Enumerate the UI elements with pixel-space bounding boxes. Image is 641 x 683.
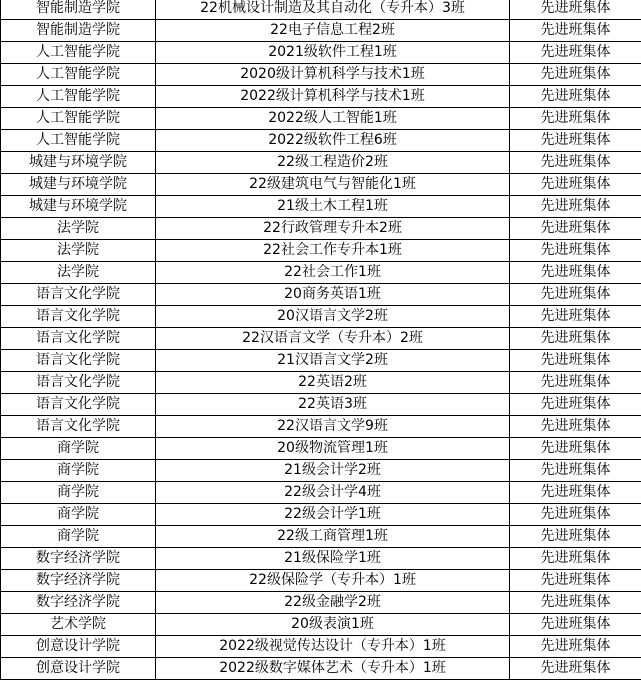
table-row xyxy=(1,262,641,284)
college-cell: 城建与环境学院 xyxy=(1,196,156,218)
table-row xyxy=(1,218,641,240)
class-name-cell: 22级会计学4班 xyxy=(156,482,510,504)
class-name-cell: 22行政管理专升本2班 xyxy=(156,218,510,240)
table-row xyxy=(1,482,641,504)
table-row xyxy=(1,350,641,372)
college-cell: 艺术学院 xyxy=(1,614,156,636)
award-cell: 先进班集体 xyxy=(510,218,641,240)
college-cell: 语言文化学院 xyxy=(1,372,156,394)
college-cell: 智能制造学院 xyxy=(1,20,156,42)
table-row xyxy=(1,438,641,460)
award-cell: 先进班集体 xyxy=(510,130,641,152)
award-cell: 先进班集体 xyxy=(510,416,641,438)
college-cell: 语言文化学院 xyxy=(1,284,156,306)
award-cell: 先进班集体 xyxy=(510,372,641,394)
class-name-cell: 22英语2班 xyxy=(156,372,510,394)
college-cell: 人工智能学院 xyxy=(1,64,156,86)
table-row xyxy=(1,284,641,306)
class-name-cell: 21级土木工程1班 xyxy=(156,196,510,218)
college-cell: 商学院 xyxy=(1,504,156,526)
college-cell: 人工智能学院 xyxy=(1,86,156,108)
college-cell: 商学院 xyxy=(1,482,156,504)
award-cell: 先进班集体 xyxy=(510,548,641,570)
table-row xyxy=(1,306,641,328)
award-cell: 先进班集体 xyxy=(510,526,641,548)
table-row xyxy=(1,548,641,570)
award-cell: 先进班集体 xyxy=(510,460,641,482)
college-cell: 语言文化学院 xyxy=(1,328,156,350)
college-cell: 数字经济学院 xyxy=(1,548,156,570)
class-name-cell: 22机械设计制造及其自动化（专升本）3班 xyxy=(156,0,510,20)
class-name-cell: 2020级计算机科学与技术1班 xyxy=(156,64,510,86)
class-name-cell: 2022级软件工程6班 xyxy=(156,130,510,152)
table-row xyxy=(1,570,641,592)
award-cell: 先进班集体 xyxy=(510,658,641,680)
college-cell: 语言文化学院 xyxy=(1,416,156,438)
class-name-cell: 20汉语言文学2班 xyxy=(156,306,510,328)
college-cell: 人工智能学院 xyxy=(1,42,156,64)
college-cell: 语言文化学院 xyxy=(1,306,156,328)
award-cell: 先进班集体 xyxy=(510,262,641,284)
college-cell: 创意设计学院 xyxy=(1,636,156,658)
college-cell: 智能制造学院 xyxy=(1,0,156,20)
award-cell: 先进班集体 xyxy=(510,108,641,130)
award-cell: 先进班集体 xyxy=(510,592,641,614)
award-cell: 先进班集体 xyxy=(510,20,641,42)
class-name-cell: 20级表演1班 xyxy=(156,614,510,636)
table-row xyxy=(1,394,641,416)
table-row xyxy=(1,526,641,548)
award-table-body xyxy=(1,0,641,680)
class-name-cell: 22级保险学（专升本）1班 xyxy=(156,570,510,592)
class-name-cell: 22汉语言文学9班 xyxy=(156,416,510,438)
table-row xyxy=(1,20,641,42)
class-name-cell: 22级工程造价2班 xyxy=(156,152,510,174)
college-cell: 商学院 xyxy=(1,460,156,482)
table-row xyxy=(1,460,641,482)
class-name-cell: 2021级软件工程1班 xyxy=(156,42,510,64)
table-row xyxy=(1,328,641,350)
college-cell: 数字经济学院 xyxy=(1,570,156,592)
class-name-cell: 22级工商管理1班 xyxy=(156,526,510,548)
table-row xyxy=(1,636,641,658)
class-name-cell: 20商务英语1班 xyxy=(156,284,510,306)
award-cell: 先进班集体 xyxy=(510,504,641,526)
award-cell: 先进班集体 xyxy=(510,614,641,636)
class-name-cell: 22汉语言文学（专升本）2班 xyxy=(156,328,510,350)
table-row xyxy=(1,658,641,680)
award-cell: 先进班集体 xyxy=(510,328,641,350)
table-row xyxy=(1,108,641,130)
class-name-cell: 2022级计算机科学与技术1班 xyxy=(156,86,510,108)
award-cell: 先进班集体 xyxy=(510,438,641,460)
award-cell: 先进班集体 xyxy=(510,240,641,262)
class-name-cell: 22社会工作专升本1班 xyxy=(156,240,510,262)
award-cell: 先进班集体 xyxy=(510,152,641,174)
table-row xyxy=(1,130,641,152)
college-cell: 语言文化学院 xyxy=(1,350,156,372)
table-row xyxy=(1,64,641,86)
class-name-cell: 21级保险学1班 xyxy=(156,548,510,570)
class-name-cell: 22社会工作1班 xyxy=(156,262,510,284)
award-cell: 先进班集体 xyxy=(510,174,641,196)
award-cell: 先进班集体 xyxy=(510,86,641,108)
award-cell: 先进班集体 xyxy=(510,350,641,372)
award-cell: 先进班集体 xyxy=(510,0,641,20)
college-cell: 城建与环境学院 xyxy=(1,152,156,174)
college-cell: 法学院 xyxy=(1,240,156,262)
table-row xyxy=(1,416,641,438)
class-name-cell: 21汉语言文学2班 xyxy=(156,350,510,372)
award-cell: 先进班集体 xyxy=(510,482,641,504)
award-cell: 先进班集体 xyxy=(510,636,641,658)
class-name-cell: 2022级人工智能1班 xyxy=(156,108,510,130)
table-row xyxy=(1,86,641,108)
table-row xyxy=(1,196,641,218)
college-cell: 人工智能学院 xyxy=(1,130,156,152)
class-name-cell: 22电子信息工程2班 xyxy=(156,20,510,42)
class-name-cell: 2022级视觉传达设计（专升本）1班 xyxy=(156,636,510,658)
table-row xyxy=(1,614,641,636)
table-row xyxy=(1,0,641,20)
table-row xyxy=(1,152,641,174)
table-row xyxy=(1,592,641,614)
award-cell: 先进班集体 xyxy=(510,196,641,218)
college-cell: 语言文化学院 xyxy=(1,394,156,416)
class-name-cell: 22级会计学1班 xyxy=(156,504,510,526)
college-cell: 法学院 xyxy=(1,262,156,284)
class-name-cell: 20级物流管理1班 xyxy=(156,438,510,460)
award-cell: 先进班集体 xyxy=(510,570,641,592)
college-cell: 城建与环境学院 xyxy=(1,174,156,196)
class-name-cell: 22级建筑电气与智能化1班 xyxy=(156,174,510,196)
award-cell: 先进班集体 xyxy=(510,284,641,306)
award-cell: 先进班集体 xyxy=(510,42,641,64)
college-cell: 数字经济学院 xyxy=(1,592,156,614)
class-name-cell: 22英语3班 xyxy=(156,394,510,416)
table-row xyxy=(1,504,641,526)
award-cell: 先进班集体 xyxy=(510,306,641,328)
college-cell: 人工智能学院 xyxy=(1,108,156,130)
class-name-cell: 21级会计学2班 xyxy=(156,460,510,482)
college-cell: 法学院 xyxy=(1,218,156,240)
award-cell: 先进班集体 xyxy=(510,64,641,86)
table-row xyxy=(1,372,641,394)
college-cell: 商学院 xyxy=(1,526,156,548)
class-name-cell: 2022级数字媒体艺术（专升本）1班 xyxy=(156,658,510,680)
college-cell: 商学院 xyxy=(1,438,156,460)
table-row xyxy=(1,174,641,196)
table-row xyxy=(1,240,641,262)
table-row xyxy=(1,42,641,64)
class-name-cell: 22级金融学2班 xyxy=(156,592,510,614)
college-cell: 创意设计学院 xyxy=(1,658,156,680)
award-cell: 先进班集体 xyxy=(510,394,641,416)
